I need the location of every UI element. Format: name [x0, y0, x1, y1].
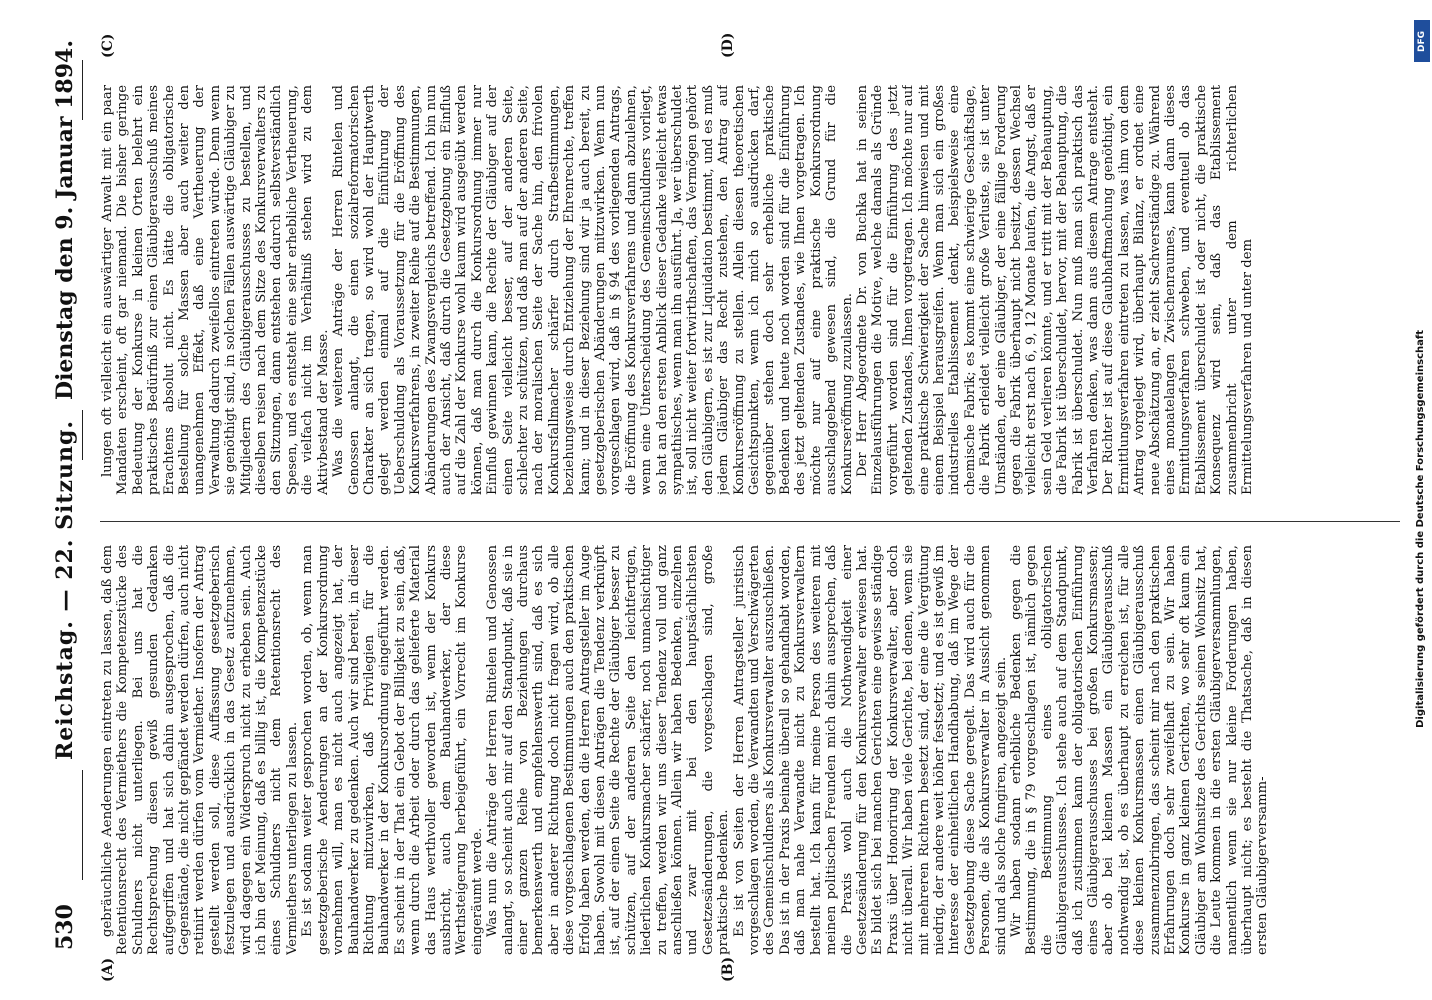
header-rule-middle: [82, 410, 83, 460]
page-header: [52, 40, 92, 960]
paragraph: Es ist sodann weiter gesprochen worden, ob, wenn man gesetzgeberische Aenderungen an der Konkursordnung vornehmen will, man es nicht auch angezeigt hat, der Bauhandwerker zu gedenken. Auch wir sind bereit, in dieser Richtung mitzuwirken, daß Privilegien für die Bauhandwerker in der Konkursordnung eingeführt werden. Es scheint in der That ein Gebot der Billigkeit zu sein, daß, wenn durch die Arbeit oder durch das gelieferte Material das Haus werthvoller geworden ist, wenn der Konkurs ausbricht, auch dem Bauhandwerker, der diese Werthsteigerung herbeigeführt, ein Vorrecht im Konkurse eingeräumt werde.: [300, 545, 485, 955]
paragraph: Wir haben sodann erhebliche Bedenken gegen die Bestimmung, die in § 79 vorgeschlagen ist, nämlich gegen die Bestimmung eines obligatorischen Gläubigerausschusses. Ich stehe auch auf dem Standpunkt, daß ich zustimmen kann der obligatorischen Einführung eines Gläubigerausschusses bei großen Konkursmassen; aber ob bei kleinen Massen ein Gläubigerausschuß nothwendig ist, ob es überhaupt zu erreichen ist, für alle diese kleinen Konkursmassen einen Gläubigerausschuß zusammenzubringen, das scheint mir nach den praktischen Erfahrungen doch sehr zweifelhaft zu sein. Wir haben Konkurse in ganz kleinen Gerichten, wo sehr oft kaum ein Gläubiger am Wohnsitze des Gerichts seinen Wohnsitz hat, die Leute kommen in die ersten Gläubigerversammlungen, namentlich wenn sie nur kleine Forderungen haben, überhaupt nicht; es besteht die Thatsache, daß in diesen ersten Gläubigerversamm-: [1008, 545, 1271, 955]
header-rule-left: [82, 770, 83, 880]
digitization-credit: Digitalisierung gefördert durch die Deutsche Forschungsgemeinschaft: [1415, 330, 1426, 728]
paragraph: Was nun die Anträge der Herren Rintelen und Genossen anlangt, so scheint auch mir auf den Standpunkt, daß sie in einer ganzen Reihe von Beziehungen durchaus bemerkenswerth und empfehlenswerth sind, daß es sich aber in anderer Richtung doch nicht fragen wird, ob alle diese vorgeschlagenen Bestimmungen auch den praktischen Erfolg haben werden, den die Herren Antragsteller im Auge haben. Sowohl mit diesen Anträgen die Tendenz verknüpft ist, auf der einen Seite die Rechte der Gläubiger besser zu schützen, auf der anderen Seite den leichtfertigen, liederlichen Konkursmacher schärfer, noch unnachsichtiger zu treffen, werden wir uns dieser Tendenz voll und ganz anschließen können. Allein wir haben Bedenken, einzelnen und zwar mit bei den hauptsächlichsten Gesetzesänderungen, die vorgeschlagen sind, große praktische Bedenken.: [485, 545, 732, 955]
text-column-right: [100, 85, 1400, 495]
margin-marker-a: (A): [100, 957, 116, 982]
session-title: Reichstag. — 22. Sitzung.: [52, 419, 78, 760]
paragraph: Was die weiteren Anträge der Herren Rintelen und Genossen anlangt, die einen sozialreformatorischen Charakter an sich tragen, so wird wohl der Hauptwerth gelegt werden einmal auf die Einführung der Ueberschuldung als Voraussetzung für die Eröffnung des Konkursverfahrens, in zweiter Reihe auf die Bestimmungen, Abänderungen des Zwangsvergleichs betreffend. Ich bin nun auch der Ansicht, daß durch die Gesetzgebung ein Einfluß auf die Zahl der Konkurse wohl kaum wird ausgeübt werden können, daß man durch die Konkursordnung immer nur Einfluß gewinnen kann, die Rechte der Gläubiger auf der einen Seite vielleicht besser, auf der anderen Seite, schlechter zu schützen, und daß man auf der anderen Seite, nach der moralischen Seite der Sache hin, den frivolen Konkursfallmacher schärfer durch Strafbestimmungen, beziehungsweise durch Entziehung der Ehrenrechte, treffen kann; und in dieser Beziehung sind wir ja auch bereit, zu gesetzgeberischen Abänderungen mitzuwirken. Wenn nun vorgeschlagen wird, daß in § 94 des vorliegenden Antrags, die Eröffnung des Konkursverfahrens und dann abzulehnen, wenn eine Unterscheidung des Gemeinschuldners vorliegt, so hat an den ersten Anblick dieser Gedanke vielleicht etwas sympathisches, wenn man ihn ausführt. Ja, wer überschuldet ist, soll nicht weiter fortwirthschaften, das Vermögen gehört den Gläubigern, es ist zur Liquidation bestimmt, und es muß jedem Gläubiger das Recht zustehen, den Antrag auf Konkurseröffnung zu stellen. Allein diesen theoretischen Gesichtspunkten, wenn ich mich so ausdrücken darf, gegenüber stehen doch sehr erhebliche praktische Bedenken und heute noch worden sind für die Einführung des jetzt geltenden Zustandes, wie Ihnen vorgetragen. Ich möchte nur auf eine praktische Konkursordnung ausschlaggebend gewesen sind, die Grund für die Konkurseröffnung zuzulassen.: [331, 85, 855, 495]
page-number: 530: [52, 904, 78, 950]
text-column-left: [100, 545, 1400, 955]
paragraph: Der Herr Abgeordnete Dr. von Buchka hat in seinen Einzelausführungen die Motive, welche damals als Gründe vorgeführt worden sind für die Einführung des jetzt geltenden Zustandes, Ihnen vorgetragen. Ich möchte nur auf eine praktische Schwierigkeit der Sache hinweisen und mit einem Beispiel herausgreifen. Wenn man sich ein großes industrielles Etablissement denkt, beispielsweise eine chemische Fabrik; es kommt eine schwierige Geschäftslage, die Fabrik erleidet vielleicht große Verluste, sie ist unter Umständen, der eine Gläubiger, der eine fällige Forderung gegen die Fabrik überhaupt nicht besitzt, dessen Wechsel vielleicht erst nach 6, 9, 12 Monate laufen, die Angst, daß er sein Geld verlieren könnte, und er tritt mit der Behauptung, die Fabrik ist überschuldet, hervor, mit der Behauptung, die Fabrik ist überschuldet. Nun muß man sich praktisch das Verfahren denken, was dann aus diesem Antrage entsteht. Der Richter ist auf diese Glaubhaftmachung genöthigt, ein Ermittlungsverfahren eintreten zu lassen, was ihm von dem Antrag vorgelegt wird, überhaupt Bilanz, er ordnet eine neue Abschätzung an, er zieht Sachverständige zu. Während eines monatelangen Zwischenraumes, kann dann dieses Ermittlungsverfahren schweben, und eventuell ob das Etablissement überschuldet ist oder nicht, die praktische Konsequenz wird sein, daß das Etablissement zusammenbricht unter dem richterlichen Ermittelungsverfahren und unter dem: [854, 85, 1256, 495]
margin-marker-b: (B): [720, 956, 736, 982]
paragraph: Es ist von Seiten der Herren Antragsteller juristisch vorgeschlagen worden, die Verwandten und Verschwägerten des Gemeinschuldners als Konkursverwalter auszuschließen. Das ist in der Praxis beinahe überall so gehandhabt worden, daß man nahe Verwandte nicht zu Konkursverwaltern bestellt hat. Ich kann für meine Person des weiteren mit meinen politischen Freunden mich dahin aussprechen, daß die Praxis wohl auch die Nothwendigkeit einer Gesetzesänderung für den Konkursverwalter erwiesen hat. Es bildet sich bei manchen Gerichten eine gewisse ständige Praxis über Honorirung der Konkursverwalter, aber doch nicht überall. Wir haben viele Gerichte, bei denen, wenn sie mit mehreren Richtern besetzt sind, der eine die Vergütung niedrig, der andere weit höher festsetzt; und es ist gewiß im Interesse der einheitlichen Handhabung, daß im Wege der Gesetzgebung diese Sache geregelt. Das wird auch für die Personen, die als Konkursverwalter in Aussicht genommen sind und als solche fungiren, angezeigt sein.: [731, 545, 1009, 955]
dfg-logo: DFG: [1414, 20, 1430, 62]
session-date: Dienstag den 9. Januar 1894.: [52, 40, 78, 400]
margin-marker-c: (C): [100, 33, 116, 58]
paragraph: gebräuchliche Aenderungen eintreten zu lassen, daß dem Retentionsrecht des Vermiethers die Kompetenzstücke des Schuldners nicht unterliegen. Bei uns hat die Rechtsprechung diesen gewiß gesunden Gedanken aufgegriffen und hat sich dahin ausgesprochen, daß die Gegenstände, die nicht gepfändet werden dürfen, auch nicht retinirt werden dürfen vom Vermiether. Insofern der Antrag gestellt werden soll, diese Auffassung gesetzgeberisch festzulegen und ausdrücklich in das Gesetz aufzunehmen, wird dagegen ein Widerspruch nicht zu erheben sein. Auch ich bin der Meinung, daß es billig ist, die Kompetenzstücke eines Schuldners nicht dem Retentionsrecht des Vermiethers unterliegen zu lassen.: [100, 545, 300, 955]
margin-marker-d: (D): [720, 32, 736, 58]
header-rule-right: [82, 60, 83, 120]
paragraph: lungen oft vielleicht ein auswärtiger Anwalt mit ein paar Mandaten erscheint, oft gar niemand. Die bisher geringe Bedeutung der Konkurse in kleinen Orten belehrt ein praktisches Bedürfniß zur einen Gläubigerausschuß meines Erachtens absolut nicht. Es hätte die obligatorische Bestellung für solche Massen aber auch weiter den unangenehmen Effekt, daß eine Vertheuerung der Verwaltung dadurch zweifellos eintreten würde. Denn wenn sie genöthigt sind, in solchen Fällen auswärtige Gläubiger zu Mitgliedern des Gläubigerausschusses zu bestellen, und dieselben reisen nach dem Sitze des Konkursverwalters zu den Sitzungen, dann entstehen dadurch selbstverständlich Spesen, und es entsteht eine sehr erhebliche Vertheuerung, die vielfach nicht im Verhältniß stehen wird zu dem Aktivbestand der Masse.: [100, 85, 331, 495]
column-divider: [100, 521, 1400, 522]
